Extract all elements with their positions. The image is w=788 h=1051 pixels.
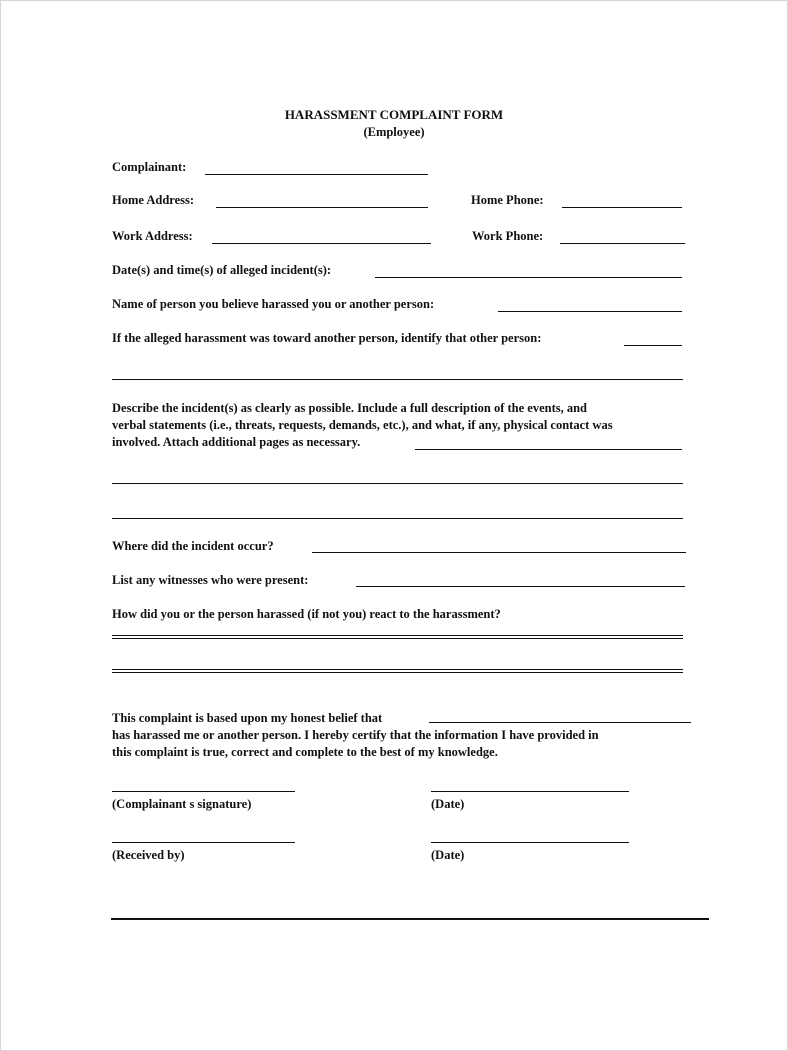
form-title: HARASSMENT COMPLAINT FORM — [284, 107, 504, 122]
home-phone-label: Home Phone: — [471, 193, 544, 207]
work-phone-field[interactable] — [560, 243, 685, 244]
complainant-signature-field[interactable] — [112, 791, 295, 792]
date-label-2: (Date) — [431, 848, 465, 862]
describe-field[interactable] — [415, 449, 682, 450]
witnesses-label: List any witnesses who were present: — [112, 573, 309, 587]
form-subtitle: (Employee) — [363, 125, 425, 139]
certification-line-3: this complaint is true, correct and complete to the best of my knowledge. — [112, 745, 498, 759]
reaction-field-2[interactable] — [112, 669, 683, 673]
reaction-label: How did you or the person harassed (if not you) react to the harassment? — [112, 607, 501, 621]
describe-instructions — [112, 400, 710, 451]
home-address-field[interactable] — [216, 207, 428, 208]
work-address-label: Work Address: — [112, 229, 193, 243]
describe-line-field-2[interactable] — [112, 483, 683, 484]
received-by-label: (Received by) — [112, 848, 185, 862]
dates-times-label: Date(s) and time(s) of alleged incident(s): — [112, 263, 332, 277]
certification-line-1: This complaint is based upon my honest belief that — [112, 711, 383, 725]
other-person-label: If the alleged harassment was toward another person, identify that other person: — [112, 331, 542, 345]
describe-line-2: verbal statements (i.e., threats, requests, demands, etc.), and what, if any, physical contact was — [112, 418, 613, 432]
harasser-name-label: Name of person you believe harassed you or another person: — [112, 297, 435, 311]
date-label-1: (Date) — [431, 797, 465, 811]
other-person-field-continued[interactable] — [112, 379, 683, 380]
home-address-label: Home Address: — [112, 193, 195, 207]
incident-location-label: Where did the incident occur? — [112, 539, 274, 553]
accused-name-field[interactable] — [429, 722, 691, 723]
home-phone-field[interactable] — [562, 207, 682, 208]
footer-divider — [111, 918, 709, 920]
describe-line-field-3[interactable] — [112, 518, 683, 519]
complainant-signature-label: (Complainant s signature) — [112, 797, 252, 811]
dates-times-field[interactable] — [375, 277, 682, 278]
work-address-field[interactable] — [212, 243, 431, 244]
certification-text — [112, 710, 710, 761]
received-by-field[interactable] — [112, 842, 295, 843]
work-phone-label: Work Phone: — [472, 229, 544, 243]
describe-line-1: Describe the incident(s) as clearly as possible. Include a full description of the events, and — [112, 401, 587, 415]
other-person-field[interactable] — [624, 345, 682, 346]
certification-line-2: has harassed me or another person. I hereby certify that the information I have provided in — [112, 728, 599, 742]
date-field-2[interactable] — [431, 842, 629, 843]
complainant-field[interactable] — [205, 174, 428, 175]
complainant-label: Complainant: — [112, 160, 187, 174]
incident-location-field[interactable] — [312, 552, 686, 553]
harasser-name-field[interactable] — [498, 311, 682, 312]
date-field-1[interactable] — [431, 791, 629, 792]
describe-line-3: involved. Attach additional pages as necessary. — [112, 435, 361, 449]
witnesses-field[interactable] — [356, 586, 685, 587]
reaction-field-1[interactable] — [112, 635, 683, 639]
